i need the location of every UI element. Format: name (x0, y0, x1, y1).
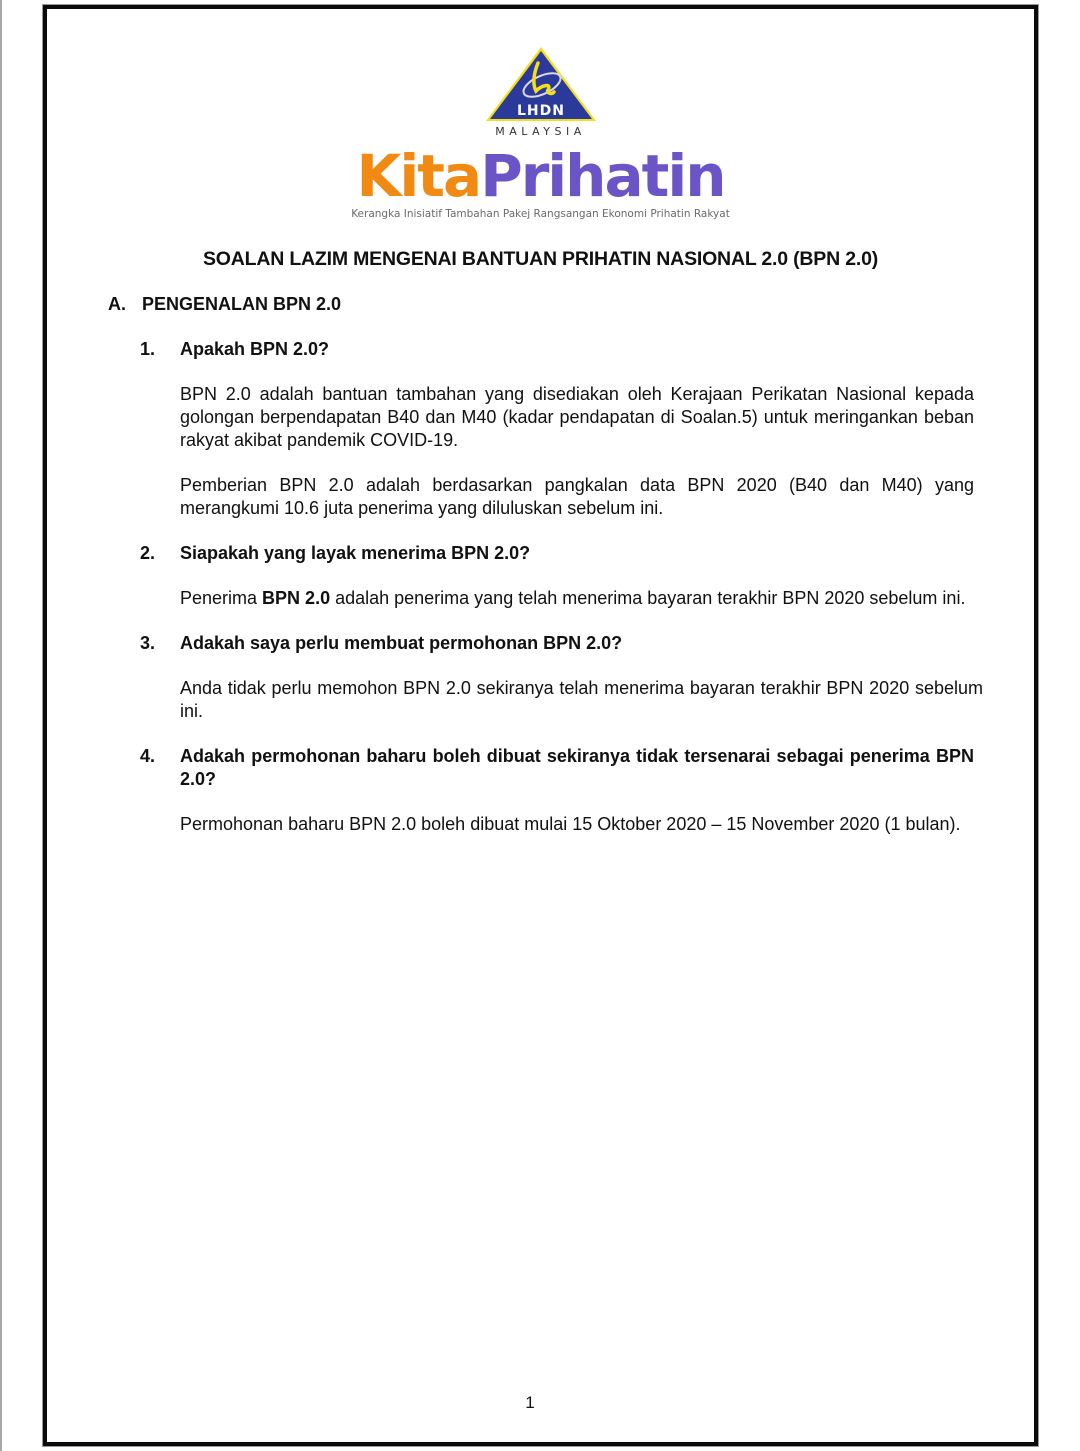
lhdn-country-label: MALAYSIA (495, 125, 586, 138)
section-heading (108, 293, 1034, 316)
faq-number: 1. (140, 339, 156, 359)
logo-block (47, 9, 1034, 221)
lhdn-emblem-icon (482, 45, 600, 123)
faq-item (140, 542, 983, 610)
lhdn-mark-text: LHDN (516, 103, 565, 119)
page-content (47, 9, 1034, 836)
faq-number: 3. (140, 633, 156, 653)
kitaprihatin-wordmark (356, 142, 725, 210)
faq-item (140, 338, 974, 520)
faq-answer: Pemberian BPN 2.0 adalah berdasarkan pangkalan data BPN 2020 (B40 dan M40) yang merangkumi 10.6 juta penerima yang diluluskan sebelum ini. (180, 475, 974, 518)
kitaprihatin-tagline: Kerangka Inisiatif Tambahan Pakej Rangsangan Ekonomi Prihatin Rakyat (351, 208, 730, 220)
faq-answer: Permohonan baharu BPN 2.0 boleh dibuat mulai 15 Oktober 2020 – 15 November 2020 (1 bulan). (180, 814, 961, 834)
faq-question (140, 632, 983, 655)
faq-number: 4. (140, 746, 156, 766)
faq-question-text: Apakah BPN 2.0? (180, 339, 330, 359)
answer-prefix: Penerima (180, 588, 263, 608)
faq-question-text: Siapakah yang layak menerima BPN 2.0? (180, 543, 531, 563)
viewer-edge (0, 0, 2, 1451)
faq-answer (180, 587, 983, 610)
lhdn-logo (482, 45, 600, 138)
document-title: SOALAN LAZIM MENGENAI BANTUAN PRIHATIN NASIONAL 2.0 (BPN 2.0) (202, 248, 879, 270)
faq-answer: BPN 2.0 adalah bantuan tambahan yang disediakan oleh Kerajaan Perikatan Nasional kepada golongan berpendapatan B40 dan M40 (kadar pendapatan di Soalan.5) untuk meringankan beban rakyat akibat pandemik COVID-19. (180, 384, 974, 450)
faq-number: 2. (140, 543, 156, 563)
faq-item (140, 745, 974, 836)
faq-answer: Anda tidak perlu memohon BPN 2.0 sekiranya telah menerima bayaran terakhir BPN 2020 sebelum ini. (180, 678, 983, 721)
wordmark-prihatin: Prihatin (480, 142, 725, 210)
section-title: PENGENALAN BPN 2.0 (142, 294, 342, 314)
faq-question (140, 338, 974, 361)
answer-bold-term: BPN 2.0 (262, 588, 331, 608)
faq-question-text: Adakah saya perlu membuat permohonan BPN 2.0? (180, 633, 623, 653)
answer-rest: adalah penerima yang telah menerima bayaran terakhir BPN 2020 sebelum ini. (330, 588, 966, 608)
faq-question-text: Adakah permohonan baharu boleh dibuat sekiranya tidak tersenarai sebagai penerima BPN 2.0? (180, 746, 974, 789)
kitaprihatin-logo (351, 142, 730, 221)
faq-question (140, 745, 974, 791)
faq-item (140, 632, 983, 723)
page-number: 1 (525, 1393, 535, 1412)
faq-question (140, 542, 983, 565)
section-letter: A. (108, 294, 126, 314)
wordmark-kita: Kita (356, 142, 481, 210)
